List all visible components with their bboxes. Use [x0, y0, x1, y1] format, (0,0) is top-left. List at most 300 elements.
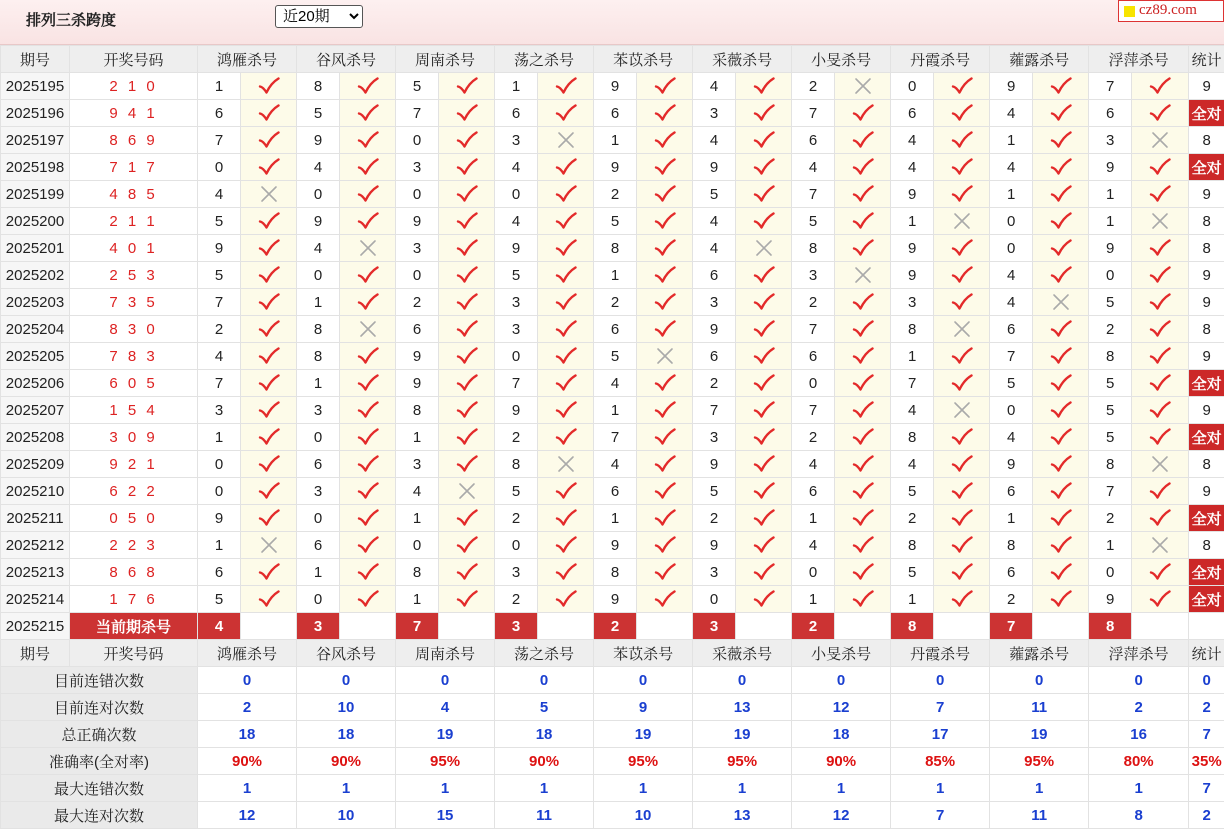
check-icon: [456, 239, 478, 257]
check-icon: [555, 239, 577, 257]
check-icon: [753, 320, 775, 338]
result-correct-cell: [637, 316, 693, 343]
result-correct-cell: [1132, 100, 1189, 127]
check-icon: [258, 77, 280, 95]
result-correct-cell: [1033, 154, 1089, 181]
kill-number-cell: 2: [1089, 505, 1132, 532]
result-correct-cell: [340, 451, 396, 478]
check-icon: [654, 239, 676, 257]
issue-cell: 2025196: [1, 100, 70, 127]
result-correct-cell: [439, 289, 495, 316]
stat-cell: 9: [1189, 478, 1224, 505]
check-icon: [456, 536, 478, 554]
result-correct-cell: [1033, 586, 1089, 613]
check-icon: [852, 131, 874, 149]
result-correct-cell: [835, 235, 891, 262]
issue-cell: 2025207: [1, 397, 70, 424]
check-icon: [1050, 347, 1072, 365]
summary-value: 1: [792, 775, 891, 802]
result-wrong-cell: [241, 532, 297, 559]
result-correct-cell: [835, 316, 891, 343]
header-expert[interactable]: 采薇杀号: [693, 640, 792, 667]
kill-number-cell: 5: [1089, 289, 1132, 316]
summary-value: 1: [396, 775, 495, 802]
check-icon: [258, 428, 280, 446]
header-expert[interactable]: 谷风杀号: [297, 640, 396, 667]
result-correct-cell: [340, 127, 396, 154]
period-select[interactable]: [275, 5, 363, 28]
result-correct-cell: [241, 154, 297, 181]
current-blank-cell: [340, 613, 396, 640]
check-icon: [555, 563, 577, 581]
kill-number-cell: 9: [891, 181, 934, 208]
result-correct-cell: [1033, 397, 1089, 424]
check-icon: [951, 185, 973, 203]
check-icon: [357, 563, 379, 581]
current-period-row: [1, 613, 1224, 640]
summary-value: 19: [990, 721, 1089, 748]
check-icon: [1050, 212, 1072, 230]
kill-number-cell: 1: [891, 343, 934, 370]
check-icon: [951, 131, 973, 149]
issue-cell: 2025205: [1, 343, 70, 370]
header-expert[interactable]: 鸿雁杀号: [198, 46, 297, 73]
summary-label: 准确率(全对率): [1, 748, 198, 775]
check-icon: [951, 239, 973, 257]
kill-number-cell: 1: [990, 181, 1033, 208]
check-icon: [456, 401, 478, 419]
kill-number-cell: 1: [891, 208, 934, 235]
check-icon: [753, 77, 775, 95]
kill-number-cell: 9: [594, 586, 637, 613]
issue-cell: 2025203: [1, 289, 70, 316]
summary-value: 0: [990, 667, 1089, 694]
kill-number-cell: 8: [891, 532, 934, 559]
result-wrong-cell: [1132, 532, 1189, 559]
check-icon: [1149, 401, 1171, 419]
kill-number-cell: 4: [990, 100, 1033, 127]
check-icon: [456, 563, 478, 581]
result-correct-cell: [241, 289, 297, 316]
kill-number-cell: 2: [495, 505, 538, 532]
check-icon: [753, 563, 775, 581]
kill-number-cell: 0: [396, 532, 439, 559]
kill-number-cell: 2: [495, 586, 538, 613]
check-icon: [555, 293, 577, 311]
stat-cell: 9: [1189, 397, 1224, 424]
summary-stat: 7: [1189, 721, 1224, 748]
check-icon: [951, 590, 973, 608]
result-correct-cell: [637, 289, 693, 316]
result-correct-cell: [439, 451, 495, 478]
check-icon: [852, 212, 874, 230]
header-expert[interactable]: 谷风杀号: [297, 46, 396, 73]
check-icon: [258, 158, 280, 176]
result-correct-cell: [835, 532, 891, 559]
all-correct-badge: 全对: [1189, 154, 1224, 181]
kill-number-cell: 3: [198, 397, 241, 424]
check-icon: [753, 104, 775, 122]
header-expert[interactable]: 采薇杀号: [693, 46, 792, 73]
kill-number-cell: 1: [396, 505, 439, 532]
result-correct-cell: [1033, 478, 1089, 505]
kill-number-cell: 8: [297, 343, 340, 370]
result-correct-cell: [241, 73, 297, 100]
check-icon: [654, 131, 676, 149]
kill-number-cell: 4: [594, 451, 637, 478]
top-bar: [0, 0, 1224, 45]
kill-number-cell: 5: [594, 343, 637, 370]
kill-number-cell: 8: [495, 451, 538, 478]
kill-number-cell: 0: [1089, 262, 1132, 289]
check-icon: [1149, 239, 1171, 257]
result-correct-cell: [439, 154, 495, 181]
issue-cell: 2025204: [1, 316, 70, 343]
draw-number-cell: 2 1 1: [70, 208, 198, 235]
result-correct-cell: [934, 181, 990, 208]
summary-value: 10: [297, 802, 396, 829]
kill-number-cell: 3: [396, 154, 439, 181]
header-expert[interactable]: 蕹露杀号: [990, 640, 1089, 667]
kill-number-cell: 6: [198, 100, 241, 127]
draw-number-cell: 7 8 3: [70, 343, 198, 370]
issue-cell: 2025206: [1, 370, 70, 397]
summary-value: 1: [1089, 775, 1189, 802]
check-icon: [1050, 401, 1072, 419]
result-correct-cell: [538, 505, 594, 532]
draw-number-cell: 0 5 0: [70, 505, 198, 532]
header-expert[interactable]: 苯苡杀号: [594, 640, 693, 667]
kill-number-cell: 6: [198, 559, 241, 586]
brand-square-icon: [1124, 6, 1135, 17]
kill-number-cell: 8: [1089, 451, 1132, 478]
result-correct-cell: [340, 73, 396, 100]
kill-number-cell: 2: [594, 181, 637, 208]
kill-number-cell: 5: [1089, 424, 1132, 451]
header-expert[interactable]: 荡之杀号: [495, 46, 594, 73]
header-expert[interactable]: 苯苡杀号: [594, 46, 693, 73]
result-correct-cell: [1132, 289, 1189, 316]
check-icon: [357, 293, 379, 311]
summary-value: 0: [396, 667, 495, 694]
result-correct-cell: [637, 262, 693, 289]
all-correct-badge: 全对: [1189, 505, 1224, 532]
result-correct-cell: [736, 208, 792, 235]
kill-number-cell: 1: [297, 559, 340, 586]
kill-number-cell: 7: [198, 370, 241, 397]
table-row: [1, 262, 1224, 289]
all-correct-badge: 全对: [1189, 424, 1224, 451]
check-icon: [1050, 428, 1072, 446]
result-correct-cell: [241, 451, 297, 478]
draw-number-cell: 9 2 1: [70, 451, 198, 478]
result-correct-cell: [1033, 235, 1089, 262]
result-correct-cell: [439, 316, 495, 343]
brand-logo[interactable]: [1118, 0, 1224, 22]
header-expert[interactable]: 周南杀号: [396, 46, 495, 73]
kill-number-cell: 1: [594, 127, 637, 154]
header-expert[interactable]: 浮萍杀号: [1089, 640, 1189, 667]
summary-value: 18: [495, 721, 594, 748]
header-expert[interactable]: 浮萍杀号: [1089, 46, 1189, 73]
table-row: [1, 181, 1224, 208]
result-correct-cell: [241, 505, 297, 532]
result-correct-cell: [835, 586, 891, 613]
issue-cell: 2025199: [1, 181, 70, 208]
kill-number-cell: 4: [693, 235, 736, 262]
result-correct-cell: [736, 451, 792, 478]
cross-icon: [1151, 212, 1169, 230]
table-row: [1, 586, 1224, 613]
check-icon: [753, 482, 775, 500]
issue-cell: 2025198: [1, 154, 70, 181]
summary-value: 1: [891, 775, 990, 802]
result-correct-cell: [241, 478, 297, 505]
issue-cell: 2025202: [1, 262, 70, 289]
check-icon: [753, 266, 775, 284]
header-expert[interactable]: 鸿雁杀号: [198, 640, 297, 667]
kill-number-cell: 4: [693, 208, 736, 235]
kill-number-cell: 9: [396, 208, 439, 235]
check-icon: [456, 131, 478, 149]
summary-value: 13: [693, 694, 792, 721]
header-expert[interactable]: 丹霞杀号: [891, 640, 990, 667]
result-correct-cell: [538, 100, 594, 127]
kill-number-cell: 9: [693, 532, 736, 559]
check-icon: [654, 536, 676, 554]
check-icon: [852, 293, 874, 311]
table-row: [1, 370, 1224, 397]
result-correct-cell: [736, 397, 792, 424]
check-icon: [258, 563, 280, 581]
kill-number-cell: 5: [891, 559, 934, 586]
check-icon: [357, 428, 379, 446]
draw-number-cell: 4 8 5: [70, 181, 198, 208]
result-correct-cell: [241, 316, 297, 343]
check-icon: [357, 131, 379, 149]
cross-icon: [953, 401, 971, 419]
kill-number-cell: 4: [792, 532, 835, 559]
result-correct-cell: [934, 262, 990, 289]
stat-cell: 8: [1189, 451, 1224, 478]
kill-number-cell: 4: [495, 154, 538, 181]
kill-number-cell: 8: [594, 559, 637, 586]
kill-number-cell: 4: [891, 154, 934, 181]
header-expert[interactable]: 荡之杀号: [495, 640, 594, 667]
cross-icon: [1151, 455, 1169, 473]
check-icon: [456, 212, 478, 230]
result-correct-cell: [934, 235, 990, 262]
current-kill-label: 当前期杀号: [70, 613, 198, 640]
kill-number-cell: 6: [891, 100, 934, 127]
result-correct-cell: [439, 235, 495, 262]
kill-number-cell: 6: [693, 262, 736, 289]
result-correct-cell: [934, 73, 990, 100]
check-icon: [852, 590, 874, 608]
check-icon: [357, 482, 379, 500]
kill-number-cell: 4: [990, 262, 1033, 289]
current-kill-number: 3: [297, 613, 340, 640]
result-correct-cell: [538, 532, 594, 559]
check-icon: [1149, 158, 1171, 176]
check-icon: [951, 347, 973, 365]
kill-number-cell: 9: [990, 73, 1033, 100]
result-correct-cell: [1033, 451, 1089, 478]
kill-number-cell: 0: [198, 154, 241, 181]
result-correct-cell: [1033, 262, 1089, 289]
kill-number-cell: 5: [792, 208, 835, 235]
check-icon: [555, 401, 577, 419]
check-icon: [555, 185, 577, 203]
result-correct-cell: [736, 424, 792, 451]
check-icon: [951, 536, 973, 554]
check-icon: [456, 509, 478, 527]
result-wrong-cell: [241, 181, 297, 208]
header-expert[interactable]: 蕹露杀号: [990, 46, 1089, 73]
check-icon: [1050, 509, 1072, 527]
check-icon: [456, 374, 478, 392]
issue-cell: 2025195: [1, 73, 70, 100]
draw-number-cell: 7 1 7: [70, 154, 198, 181]
summary-value: 0: [495, 667, 594, 694]
kill-number-cell: 0: [693, 586, 736, 613]
kill-number-cell: 6: [495, 100, 538, 127]
check-icon: [456, 158, 478, 176]
kill-number-cell: 1: [396, 424, 439, 451]
check-icon: [258, 347, 280, 365]
result-correct-cell: [736, 505, 792, 532]
result-correct-cell: [340, 208, 396, 235]
current-blank-cell: [934, 613, 990, 640]
result-correct-cell: [439, 370, 495, 397]
current-kill-number: 3: [693, 613, 736, 640]
stat-cell: 8: [1189, 208, 1224, 235]
page-title: 排列三杀跨度: [26, 9, 116, 30]
header-expert[interactable]: 丹霞杀号: [891, 46, 990, 73]
summary-value: 7: [891, 694, 990, 721]
issue-cell: 2025201: [1, 235, 70, 262]
result-correct-cell: [340, 505, 396, 532]
kill-number-cell: 3: [495, 559, 538, 586]
check-icon: [456, 428, 478, 446]
result-correct-cell: [1132, 235, 1189, 262]
cross-icon: [953, 320, 971, 338]
kill-number-cell: 9: [396, 343, 439, 370]
check-icon: [357, 104, 379, 122]
kill-number-cell: 6: [594, 100, 637, 127]
table-row: [1, 316, 1224, 343]
result-correct-cell: [1033, 181, 1089, 208]
result-wrong-cell: [835, 73, 891, 100]
summary-label: 最大连对次数: [1, 802, 198, 829]
kill-number-cell: 3: [1089, 127, 1132, 154]
draw-number-cell: 4 0 1: [70, 235, 198, 262]
check-icon: [456, 320, 478, 338]
check-icon: [555, 374, 577, 392]
current-kill-number: 8: [891, 613, 934, 640]
result-correct-cell: [934, 424, 990, 451]
summary-row: [1, 802, 1224, 829]
kill-number-cell: 1: [990, 127, 1033, 154]
kill-number-cell: 0: [396, 181, 439, 208]
kill-number-cell: 5: [1089, 370, 1132, 397]
check-icon: [1149, 104, 1171, 122]
kill-number-cell: 7: [792, 100, 835, 127]
kill-number-cell: 1: [594, 505, 637, 532]
result-wrong-cell: [637, 343, 693, 370]
check-icon: [852, 158, 874, 176]
result-correct-cell: [736, 478, 792, 505]
result-correct-cell: [340, 586, 396, 613]
check-icon: [1050, 239, 1072, 257]
check-icon: [654, 212, 676, 230]
header-expert[interactable]: 周南杀号: [396, 640, 495, 667]
draw-number-cell: 8 6 9: [70, 127, 198, 154]
check-icon: [654, 590, 676, 608]
check-icon: [1050, 590, 1072, 608]
kill-number-cell: 7: [198, 289, 241, 316]
check-icon: [753, 293, 775, 311]
result-correct-cell: [637, 397, 693, 424]
check-icon: [258, 131, 280, 149]
summary-value: 19: [594, 721, 693, 748]
check-icon: [555, 212, 577, 230]
check-icon: [1149, 590, 1171, 608]
summary-value: 18: [198, 721, 297, 748]
all-correct-badge: 全对: [1189, 586, 1224, 613]
header-expert[interactable]: 小旻杀号: [792, 46, 891, 73]
kill-number-cell: 4: [396, 478, 439, 505]
stat-cell: 9: [1189, 181, 1224, 208]
summary-value: 80%: [1089, 748, 1189, 775]
summary-value: 7: [891, 802, 990, 829]
kill-number-cell: 1: [792, 505, 835, 532]
kill-number-cell: 0: [396, 262, 439, 289]
kill-number-cell: 7: [396, 100, 439, 127]
summary-stat: 2: [1189, 802, 1224, 829]
draw-number-cell: 7 3 5: [70, 289, 198, 316]
kill-number-cell: 0: [396, 127, 439, 154]
result-correct-cell: [241, 559, 297, 586]
kill-number-cell: 9: [594, 73, 637, 100]
check-icon: [555, 428, 577, 446]
kill-number-cell: 5: [495, 262, 538, 289]
header-stat: 统计: [1189, 640, 1224, 667]
kill-number-cell: 8: [792, 235, 835, 262]
draw-number-cell: 2 1 0: [70, 73, 198, 100]
cross-icon: [1151, 131, 1169, 149]
result-wrong-cell: [934, 316, 990, 343]
result-correct-cell: [241, 424, 297, 451]
check-icon: [753, 158, 775, 176]
table-row: [1, 208, 1224, 235]
summary-row: [1, 748, 1224, 775]
kill-number-cell: 2: [990, 586, 1033, 613]
kill-number-cell: 1: [297, 370, 340, 397]
result-correct-cell: [835, 154, 891, 181]
result-correct-cell: [340, 532, 396, 559]
check-icon: [852, 401, 874, 419]
check-icon: [654, 482, 676, 500]
result-correct-cell: [835, 559, 891, 586]
summary-value: 1: [495, 775, 594, 802]
issue-cell: 2025212: [1, 532, 70, 559]
check-icon: [456, 293, 478, 311]
summary-value: 12: [198, 802, 297, 829]
kill-number-cell: 8: [891, 424, 934, 451]
kill-number-cell: 6: [594, 316, 637, 343]
header-expert[interactable]: 小旻杀号: [792, 640, 891, 667]
